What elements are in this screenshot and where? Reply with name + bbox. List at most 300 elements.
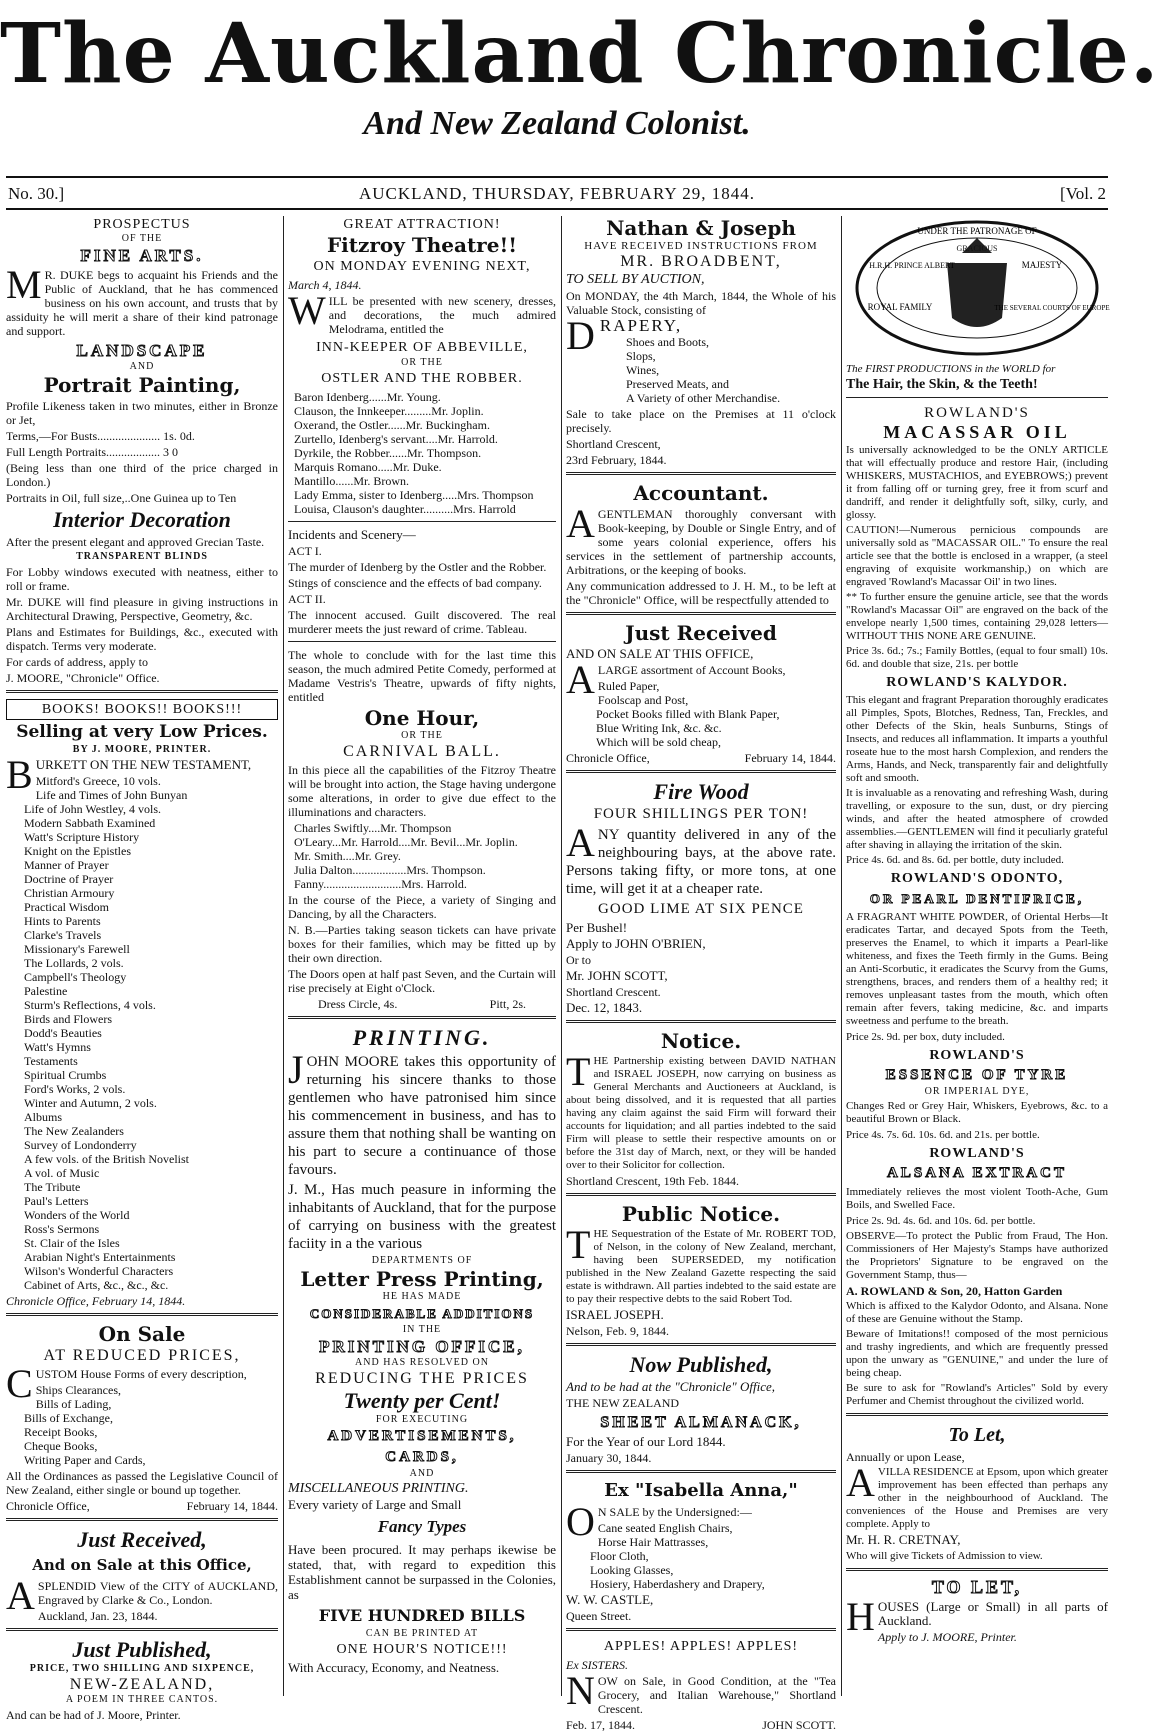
- communication-text: Any communication addressed to J. H. M., to be left at the "Chronicle" Office, will be respectfully attended to: [566, 579, 836, 607]
- book-item: Mitford's Greece, 10 vols.: [35, 774, 161, 788]
- book-item: Manner of Prayer: [24, 858, 109, 872]
- fine-arts-heading: FINE ARTS.: [80, 246, 204, 265]
- almanack-ad: [566, 1352, 836, 1465]
- section-divider: [6, 1628, 278, 1631]
- book-item: Modern Sabbath Examined: [24, 816, 156, 830]
- book-item: Life of John Westley, 4 vols.: [24, 802, 162, 816]
- cast-member: Baron Idenberg......Mr. Young.: [294, 390, 441, 404]
- almanack-heading: SHEET ALMANACK,: [600, 1414, 802, 1431]
- moore-thanks: JOHN MOORE takes this opportunity of returning his sincere thanks to those gentlemen who have patronised him since his commencement in business, and has to assure them that nothing shall be wanting on his part to secure a continuance of those favours.: [288, 1047, 556, 1178]
- alsana-text: Immediately relieves the most violent Tooth-Ache, Gum Boils, and Swelled Face.: [846, 1186, 1108, 1211]
- kalydor-text-2: It is invaluable as a renovating and refreshing Wash, during travelling, or exposure to the sun, dust, or dry piercing winds, and after the heated atmosphere of crowded assemblies.—GENTLEMEN will find it peculiarly grateful after shaving in allaying the irritation of the skin.: [846, 787, 1108, 851]
- just-received-heading-2: Just Received: [625, 621, 777, 645]
- gentleman-text: AGENTLEMAN thoroughly conversant with Book-keeping, by Double or Single Entry, and of some years colonial experience, offers his services in the settlement of partnership accounts, Arbitrations, or the keeping of books.: [566, 501, 836, 577]
- he-has-label: HE HAS MADE: [382, 1291, 462, 1302]
- instruction-text: Mr. DUKE will find pleasure in giving instructions in Architectural Drawing, Perspective, Geometry, &c.: [6, 595, 278, 623]
- twenty-percent: Twenty per Cent!: [343, 1388, 501, 1413]
- israel-joseph: ISRAEL JOSEPH.: [566, 1307, 664, 1322]
- carnival-heading: CARNIVAL BALL.: [343, 743, 501, 760]
- whole-text: The whole to conclude with for the last time this season, the much admired Petite Comedy, performed at Madame Vestris's Theatre, upwards of fifty nights, entitled: [288, 648, 556, 704]
- rowlands-label-3: ROWLAND'S: [929, 1146, 1025, 1161]
- drapery-item: A Variety of other Merchandise.: [626, 391, 781, 405]
- now-on-sale-text: NOW on Sale, in Good Condition, at the "Tea Grocery, and Italian Warehouse," Shortland Crescent.: [566, 1668, 836, 1716]
- column-divider: [561, 216, 562, 1696]
- seal-prince: H.R.H. PRINCE ALBERT: [869, 261, 955, 270]
- seal-gracious: GRACIOUS: [956, 244, 998, 253]
- custom-form-item: Receipt Books,: [24, 1425, 98, 1439]
- further-text: ** To further ensure the genuine article, see that the words "Rowland's Macassar Oil" are engraved on the back of the envelope nearly 1,500 times, containing 29,028 letters—WITHOUT THIS NONE ARE GENUINE.: [846, 591, 1108, 642]
- book-item: Doctrine of Prayer: [24, 872, 114, 886]
- book-item: Sturm's Reflections, 4 vols.: [24, 998, 156, 1012]
- cretnay-name: Mr. H. R. CRETNAY,: [846, 1532, 961, 1547]
- stationery-item: Pocket Books filled with Blank Paper,: [596, 707, 780, 721]
- stationery-list: [596, 679, 836, 749]
- on-sale-footer-right: February 14, 1844.: [186, 1499, 278, 1513]
- procured-text: Have been procured. It may perhaps ikewise be stated, that, with regard to expedition this Establishment cannot be surpassed in the Colonies, as: [288, 1542, 556, 1602]
- custom-form-item: Bills of Exchange,: [24, 1411, 113, 1425]
- blinds-heading: TRANSPARENT BLINDS: [76, 551, 208, 562]
- shortland-feb19: Shortland Crescent, 19th Feb. 1844.: [566, 1174, 739, 1188]
- nelson-date: Nelson, Feb. 9, 1844.: [566, 1324, 669, 1338]
- royal-patronage-seal: [852, 218, 1110, 358]
- can-be-printed: CAN BE PRINTED AT: [365, 1628, 479, 1639]
- isabella-list: [590, 1521, 836, 1591]
- one-hour-notice: ONE HOUR'S NOTICE!!!: [336, 1642, 508, 1657]
- book-item: Palestine: [24, 984, 68, 998]
- dec12-date: Dec. 12, 1843.: [566, 1000, 643, 1015]
- john-scott-name: JOHN SCOTT.: [762, 1718, 836, 1732]
- rowlands-label-2: ROWLAND'S: [929, 1048, 1025, 1063]
- books-ad: [6, 699, 278, 1308]
- houses-text: HOUSES (Large or Small) in all parts of Auckland.: [846, 1594, 1108, 1639]
- by-moore: BY J. MOORE, PRINTER.: [72, 744, 212, 755]
- theatre-ad: [288, 216, 556, 1011]
- act2-text: The innocent accused. Guilt discovered. The real murderer meets the just reward of crime. Tableau.: [288, 608, 556, 636]
- book-item: Wilson's Wonderful Characters: [24, 1264, 174, 1278]
- or-the-label-2: OR THE: [401, 730, 443, 741]
- cast-member: Fanny..........................Mrs. Harrold.: [294, 877, 467, 891]
- advertisements-heading: ADVERTISEMENTS,: [327, 1428, 517, 1444]
- just-received-heading: Just Received,: [77, 1527, 207, 1552]
- isabella-item: Horse Hair Mattrasses,: [597, 1535, 709, 1549]
- cast-member: Dyrkile, the Robber......Mr. Thompson.: [294, 446, 482, 460]
- chronicle-office-label: Chronicle Office,: [566, 751, 650, 765]
- custom-forms-list: [24, 1383, 278, 1467]
- on-monday-text: On MONDAY, the 4th March, 1844, the Whole of his Valuable Stock, consisting of: [566, 289, 836, 317]
- seal-under: UNDER THE PATRONAGE OF: [917, 226, 1037, 236]
- annually-label: Annually or upon Lease,: [846, 1450, 965, 1464]
- for-year: For the Year of our Lord 1844.: [566, 1434, 726, 1449]
- alsana-heading: ALSANA EXTRACT: [887, 1165, 1067, 1181]
- section-divider: [566, 1020, 836, 1023]
- custom-form-item: Cheque Books,: [24, 1439, 98, 1453]
- imperial-dye: OR IMPERIAL DYE,: [924, 1086, 1030, 1097]
- to-sell-heading: TO SELL BY AUCTION,: [566, 272, 705, 287]
- book-item: Life and Times of John Bunyan: [35, 788, 188, 802]
- volume-number: [Vol. 2: [1060, 184, 1106, 203]
- one-hour-heading: One Hour,: [364, 706, 480, 730]
- feb14-date: February 14, 1844.: [744, 751, 836, 765]
- isabella-item: Cane seated English Chairs,: [597, 1521, 733, 1535]
- view-text: ASPLENDID View of the CITY of AUCKLAND, Engraved by Clarke & Co., London.: [6, 1573, 278, 1618]
- cast-member: O'Leary...Mr. Harrold....Mr. Bevil...Mr. Joplin.: [294, 835, 518, 849]
- section-divider: [846, 1568, 1108, 1571]
- column-divider: [841, 216, 842, 1696]
- and-on-sale: AND ON SALE AT THIS OFFICE,: [566, 646, 754, 661]
- odonto-price: Price 2s. 9d. per box, duty included.: [846, 1031, 1005, 1043]
- drapery-item: Shoes and Boots,: [626, 335, 710, 349]
- custom-form-item: Ships Clearances,: [35, 1383, 121, 1397]
- reduced-heading: AT REDUCED PRICES,: [43, 1347, 241, 1364]
- masthead: [0, 6, 1159, 144]
- accountant-heading: Accountant.: [633, 481, 769, 505]
- books-footer: Chronicle Office, February 14, 1844.: [6, 1294, 186, 1308]
- nathan-heading: Nathan & Joseph: [606, 216, 796, 240]
- book-item: Wonders of the World: [24, 1208, 130, 1222]
- book-item: Practical Wisdom: [24, 900, 109, 914]
- for-executing: FOR EXECUTING: [375, 1414, 469, 1425]
- fitzroy-heading: Fitzroy Theatre!!: [326, 233, 518, 257]
- section-divider: [566, 1628, 836, 1631]
- book-item: The Tribute: [24, 1180, 81, 1194]
- affixed-text: Which is affixed to the Kalydor Odonto, and Alsana. None of these are Genuine without the Stamp.: [846, 1300, 1108, 1325]
- book-item: Ross's Sermons: [24, 1222, 100, 1236]
- book-item: Missionary's Farewell: [24, 942, 130, 956]
- four-shillings: FOUR SHILLINGS PER TON!: [593, 806, 809, 822]
- apples-ad: [566, 1637, 836, 1732]
- section-divider: [6, 690, 278, 693]
- cast-member: Oxerand, the Ostler......Mr. Buckingham.: [294, 418, 490, 432]
- nb-text: N. B.—Parties taking season tickets can have private boxes for their families, which may be fitted up by their own direction.: [288, 923, 556, 965]
- ordinances-text: All the Ordinances as passed the Legislative Council of New Zealand, either single or bound up together.: [6, 1469, 278, 1497]
- jm-text: J. M., Has much peasure in informing the inhabitants of Auckland, that for the purpose of carrying on business with the greatest faciity in a the various: [288, 1182, 556, 1252]
- newspaper-subtitle: And New Zealand Colonist.: [363, 105, 751, 142]
- book-item: Clarke's Travels: [24, 928, 102, 942]
- cast-member: Zurtello, Idenberg's servant....Mr. Harrold.: [294, 432, 498, 446]
- act1-text: The murder of Idenberg by the Ostler and the Robber.: [288, 560, 547, 574]
- stationery-item: Foolscap and Post,: [597, 693, 689, 707]
- additions-heading: CONSIDERABLE ADDITIONS: [309, 1306, 535, 1321]
- feb17-date: Feb. 17, 1844.: [566, 1718, 635, 1732]
- partnership-notice: [566, 1029, 836, 1188]
- account-books: ALARGE assortment of Account Books,: [566, 657, 786, 702]
- will-text: WILL be presented with new scenery, dresses, and decorations, the much admired Melodrama, entitled the: [288, 288, 556, 336]
- fire-wood-heading: Fire Wood: [653, 779, 749, 804]
- fancy-types: Fancy Types: [377, 1517, 467, 1536]
- plans-text: Plans and Estimates for Buildings, &c., executed with dispatch. Terms very moderate.: [6, 625, 278, 653]
- section-divider: [288, 1016, 556, 1019]
- section-divider: [566, 770, 836, 773]
- essence-heading: ESSENCE OF TYRE: [885, 1067, 1069, 1083]
- book-item: Hints to Parents: [24, 914, 101, 928]
- book-item: Spiritual Crumbs: [24, 1068, 107, 1082]
- on-sale-footer-left: Chronicle Office,: [6, 1499, 90, 1513]
- isabella-item: Looking Glasses,: [590, 1563, 674, 1577]
- or-to-label: Or to: [566, 953, 591, 967]
- book-item: Watt's Scripture History: [24, 830, 140, 844]
- villa-text: AVILLA RESIDENCE at Epsom, upon which greater improvement has been effected than perhaps any other in the neighbourhood of Auckland. The conveniences of the House and Premises are very complete. Apply to: [846, 1460, 1108, 1530]
- seal-majesty: MAJESTY: [1021, 260, 1063, 270]
- book-item: A vol. of Music: [24, 1166, 100, 1180]
- stationery-item: Which will be sold cheap,: [596, 735, 721, 749]
- odonto-heading: ROWLAND'S ODONTO,: [890, 871, 1064, 886]
- cast-list-2: [294, 821, 556, 891]
- cast-member: Lady Emma, sister to Idenberg.....Mrs. Thompson: [294, 488, 534, 502]
- pitt-price: Pitt, 2s.: [489, 997, 526, 1011]
- in-the-label: IN THE: [402, 1324, 442, 1335]
- castle-name: W. W. CASTLE,: [566, 1592, 654, 1607]
- book-item: The New Zealanders: [24, 1124, 124, 1138]
- stationery-ad: [566, 621, 836, 765]
- duke-intro: MR. DUKE begs to acquaint his Friends and the Public of Auckland, that he has commenced business on his own account, and trusts that by assiduity he will merit a share of their kind patronage and support.: [6, 262, 278, 338]
- or-the-label: OR THE: [401, 357, 443, 368]
- place-date: AUCKLAND, THURSDAY, FEBRUARY 29, 1844.: [358, 184, 755, 203]
- terms-full: Full Length Portraits.................. 3 0: [6, 445, 178, 459]
- and-label: AND: [129, 361, 155, 372]
- doors-text: The Doors open at half past Seven, and the Curtain will rise precisely at Eight o'Clock.: [288, 967, 556, 995]
- cast-member: Clauson, the Innkeeper.........Mr. Joplin.: [294, 404, 484, 418]
- to-let-heading: To Let,: [948, 1424, 1006, 1446]
- book-item: Watt's Hymns: [24, 1040, 91, 1054]
- apply-obrien: Apply to JOHN O'BRIEN,: [566, 936, 706, 951]
- seal-royal: ROYAL FAMILY: [867, 302, 933, 312]
- villa-ad: [846, 1422, 1108, 1563]
- cast-member: Marquis Romano.....Mr. Duke.: [294, 460, 442, 474]
- reducing-heading: REDUCING THE PRICES: [315, 1370, 529, 1387]
- drapery-list: [626, 335, 836, 405]
- selling-heading: Selling at very Low Prices.: [16, 722, 268, 742]
- broadbent-name: MR. BROADBENT,: [620, 253, 782, 270]
- tickets-text: Who will give Tickets of Admission to view.: [846, 1550, 1043, 1562]
- book-item: Campbell's Theology: [24, 970, 127, 984]
- kalydor-heading: ROWLAND'S KALYDOR.: [886, 675, 1068, 690]
- observe-text: OBSERVE—To protect the Public from Fraud, The Hon. Commissioners of Her Majesty's Stamps have authorized the Proprietors' Signature to be engraved on the Government Stamp, thus—: [846, 1230, 1108, 1281]
- scott-name: Mr. JOHN SCOTT,: [566, 968, 668, 983]
- every-variety: Every variety of Large and Small: [288, 1497, 462, 1512]
- cast-member: Louisa, Clauson's daughter..........Mrs. Harrold: [294, 502, 516, 516]
- the-nz-label: THE NEW ZEALAND: [566, 1396, 680, 1410]
- poem-cantos: A POEM IN THREE CANTOS.: [65, 1694, 219, 1705]
- jan30-date: January 30, 1844.: [566, 1451, 652, 1465]
- section-divider: [566, 1470, 836, 1473]
- column-4: [846, 216, 1108, 1696]
- price-note: (Being less than one third of the price charged in London.): [6, 461, 278, 489]
- piece-text: In this piece all the capabilities of the Fitzroy Theatre will be brought into action, the Stage having undergone some alterations, in order to give due effect to the illuminations and characters.: [288, 763, 556, 819]
- beware-text: Beware of Imitations!! composed of the most pernicious and trashy ingredients, and which are frequently pressed upon the unwary as "GENUINE," and under the lure of being cheap.: [846, 1328, 1108, 1379]
- drapery-item: Preserved Meats, and: [626, 377, 729, 391]
- incidents-heading: Incidents and Scenery—: [288, 527, 416, 542]
- hair-skin-teeth: The Hair, the Skin, & the Teeth!: [846, 377, 1038, 392]
- view-of-auckland-ad: [6, 1527, 278, 1623]
- books-heading: BOOKS! BOOKS!! BOOKS!!!: [6, 699, 278, 720]
- drapery-item: Wines,: [626, 363, 660, 377]
- printing-office-heading: PRINTING OFFICE,: [319, 1337, 525, 1356]
- cards-heading: CARDS,: [385, 1449, 459, 1465]
- custom-forms: CUSTOM House Forms of every description,: [6, 1361, 247, 1406]
- section-divider: [6, 1313, 278, 1316]
- seal-several: THE SEVERAL COURTS OF EUROPE: [994, 304, 1110, 312]
- book-list: [24, 774, 278, 1292]
- macassar-text: Is universally acknowledged to be the ONLY ARTICLE that will effectually produce and restore Hair, (including WHISKERS, MUSTACHIOS, and EYEBROWS;) prevent it from falling off or turning grey, free it from scurf and dandriff, and render it delightfully soft, silky, curly, and glossy.: [846, 444, 1108, 521]
- isabella-ad: [566, 1479, 836, 1623]
- isabella-heading: Ex "Isabella Anna,": [604, 1480, 798, 1501]
- profile-text: Profile Likeness taken in two minutes, either in Bronze or Jet,: [6, 399, 278, 427]
- nz-heading: NEW-ZEALAND,: [69, 1676, 215, 1693]
- on-sale-ad: [6, 1322, 278, 1513]
- cards-text: For cards of address, apply to: [6, 655, 148, 669]
- and-label-2: AND: [409, 1468, 435, 1479]
- burkett-title: BURKETT ON THE NEW TESTAMENT,: [6, 752, 252, 797]
- grecian-text: After the present elegant and approved Grecian Taste.: [6, 535, 265, 549]
- book-item: Survey of Londonderry: [24, 1138, 137, 1152]
- pearl-heading: OR PEARL DENTIFRICE,: [869, 891, 1085, 906]
- book-item: Christian Armoury: [24, 886, 115, 900]
- shortland-crescent: Shortland Crescent.: [566, 985, 661, 999]
- dateline-rule: [6, 208, 1108, 210]
- accountant-ad: [566, 481, 836, 607]
- book-item: Testaments: [24, 1054, 78, 1068]
- partnership-text: THE Partnership existing between DAVID NATHAN and ISRAEL JOSEPH, now carrying on business as General Merchants and Auctioneers at Auckland, is about being dissolved, and it is requested that all parties having any claim against the said Firm will forward their accounts for liquidation; and all parties indebted to the said Firm will please to settle their respective amounts on or before the 31st day of March, next, or they will be handed over to their Solicitor for collection.: [566, 1049, 836, 1171]
- on-sale-undersigned: ON SALE by the Undersigned:—: [566, 1499, 752, 1544]
- drapery-item: Slops,: [626, 349, 656, 363]
- printing-ad: [288, 1025, 556, 1675]
- portrait-heading: Portrait Painting,: [43, 373, 241, 397]
- cast-list: [294, 390, 556, 516]
- lobby-text: For Lobby windows executed with neatness, either to roll or frame.: [6, 565, 278, 593]
- to-let-heading-2: TO LET,: [931, 1577, 1023, 1597]
- first-productions: The FIRST PRODUCTIONS in the WORLD for: [846, 363, 1056, 375]
- rule: [846, 397, 1108, 398]
- dress-circle-price: Dress Circle, 4s.: [318, 997, 398, 1011]
- macassar-heading: MACASSAR OIL: [883, 422, 1071, 442]
- per-bushel: Per Bushel!: [566, 920, 628, 935]
- isabella-item: Hosiery, Haberdashery and Drapery,: [590, 1577, 765, 1591]
- book-item: Winter and Autumn, 2 vols.: [24, 1096, 157, 1110]
- instructions-label: HAVE RECEIVED INSTRUCTIONS FROM: [584, 240, 818, 252]
- dateline: [8, 182, 1106, 206]
- issue-number: No. 30.]: [8, 184, 65, 203]
- custom-form-item: Bills of Lading,: [35, 1397, 112, 1411]
- accuracy-text: With Accuracy, Economy, and Neatness.: [288, 1660, 500, 1675]
- book-item: Knight on the Epistles: [24, 844, 131, 858]
- portraits-oil: Portraits in Oil, full size,..One Guinea up to Ten: [6, 491, 237, 505]
- to-be-had: And to be had at the "Chronicle" Office,: [566, 1379, 776, 1394]
- odonto-text: A FRAGRANT WHITE POWDER, of Oriental Herbs—It eradicates Tartar, and decayed Spots from the Teeth, preserves the Enamel, to which it imparts a Pearl-like whiteness, and fixes the Teeth firmly in the Gums. Being an Anti-Scorbutic, it eradicates the Scurvy from the Gums, strengthens, braces, and renders them of a healthy red; it removes unpleasant tastes from the mouth, which often remain after fevers, taking medicine, &c. and imparts sweetness and perfume to the breath.: [846, 911, 1108, 1027]
- alsana-price: Price 2s. 9d. 4s. 6d. and 10s. 6d. per bottle.: [846, 1215, 1036, 1227]
- apples-heading: APPLES! APPLES! APPLES!: [603, 1639, 799, 1654]
- ostler-heading: OSTLER AND THE ROBBER.: [321, 371, 523, 386]
- cast-member: Mantillo......Mr. Brown.: [294, 474, 410, 488]
- essence-price: Price 4s. 7s. 6d. 10s. 6d. and 21s. per bottle.: [846, 1129, 1040, 1141]
- departments-label: DEPARTMENTS OF: [371, 1255, 473, 1266]
- column-2: [288, 216, 556, 1696]
- on-sale-heading: On Sale: [98, 1322, 186, 1346]
- caution-text: CAUTION!—Numerous pernicious compounds are universally sold as "MACASSAR OIL." To ensure the real article see that the bottle is enclosed in a wrapper, (a steel engraving of exquisite workmanship,) on which are engraved 'Rowland's Macassar Oil' in two lines.: [846, 524, 1108, 588]
- section-divider: [566, 472, 836, 475]
- section-divider: [566, 612, 836, 615]
- notice-heading: Notice.: [660, 1029, 742, 1053]
- section-divider: [846, 1413, 1108, 1416]
- act2-heading: ACT II.: [288, 592, 326, 606]
- book-item: Dodd's Beauties: [24, 1026, 102, 1040]
- column-1: [6, 216, 278, 1722]
- office-signature: J. MOORE, "Chronicle" Office.: [6, 671, 160, 685]
- houses-ad: [846, 1577, 1108, 1644]
- course-text: In the course of the Piece, a variety of Singing and Dancing, by all the Characters.: [288, 893, 556, 921]
- cast-member: Mr. Smith....Mr. Grey.: [294, 849, 401, 863]
- prospectus-heading: PROSPECTUS: [93, 217, 191, 232]
- rowland-signature: A. ROWLAND & Son, 20, Hatton Garden: [846, 1284, 1063, 1298]
- act1-heading: ACT I.: [288, 544, 322, 558]
- book-item: Arabian Night's Entertainments: [24, 1250, 176, 1264]
- section-divider: [566, 1343, 836, 1346]
- rule: [288, 641, 556, 642]
- sequestration-text: THE Sequestration of the Estate of Mr. ROBERT TOD, of Nelson, in the colony of New Zealand, merchant, having been SUPERSEDED, my notification published in the New Zealand Gazette respecting the said estate is withdrawn. All parties indebted to the said estate are to pay their respective debts to the said Robert Tod.: [566, 1222, 836, 1305]
- march-date: March 4, 1844.: [288, 278, 362, 292]
- book-item: Paul's Letters: [24, 1194, 89, 1208]
- on-sale-office: And on Sale at this Office,: [32, 1556, 252, 1574]
- isabella-item: Floor Cloth,: [590, 1549, 649, 1563]
- stings-text: Stings of conscience and the effects of bad company.: [288, 576, 542, 590]
- column-divider: [283, 216, 284, 1696]
- stationery-item: Blue Writing Ink, &c. &c.: [596, 721, 722, 735]
- book-item: St. Clair of the Isles: [24, 1236, 120, 1250]
- landscape-heading: LANDSCAPE: [76, 341, 208, 360]
- fire-wood-ad: [566, 779, 836, 1015]
- section-divider: [6, 1518, 278, 1521]
- rule: [288, 521, 556, 522]
- great-attraction: GREAT ATTRACTION!: [343, 217, 501, 232]
- newspaper-title: The Auckland Chronicle.: [0, 6, 1159, 102]
- drapery-heading: DRAPERY,: [566, 313, 683, 358]
- poem-ad: [6, 1637, 278, 1722]
- terms-busts: Terms,—For Busts..................... 1s. 0d.: [6, 429, 195, 443]
- feb23-date: 23rd February, 1844.: [566, 453, 667, 467]
- view-footer: Auckland, Jan. 23, 1844.: [37, 1609, 158, 1623]
- section-divider: [566, 1193, 836, 1196]
- book-item: A few vols. of the British Novelist: [24, 1152, 189, 1166]
- auction-ad: [566, 216, 836, 467]
- column-3: [566, 216, 836, 1732]
- prospectus-ad: [6, 216, 278, 685]
- good-lime: GOOD LIME AT SIX PENCE: [598, 901, 804, 917]
- book-item: Cabinet of Arts, &c., &c., &c.: [24, 1278, 169, 1292]
- macassar-price: Price 3s. 6d.; 7s.; Family Bottles, (equal to four small) 10s. 6d. and double that size, 21s. per bottle: [846, 645, 1108, 670]
- book-item: Ford's Works, 2 vols.: [24, 1082, 126, 1096]
- top-rule: [6, 176, 1108, 178]
- five-hundred-bills: FIVE HUNDRED BILLS: [318, 1606, 526, 1625]
- queen-street: Queen Street.: [566, 1609, 632, 1623]
- book-item: Birds and Flowers: [24, 1012, 112, 1026]
- kalydor-price: Price 4s. 6d. and 8s. 6d. per bottle, duty included.: [846, 854, 1064, 866]
- cast-member: Julia Dalton..................Mrs. Thompson.: [294, 863, 486, 877]
- public-notice-heading: Public Notice.: [621, 1202, 781, 1226]
- printing-heading: PRINTING.: [352, 1025, 492, 1050]
- stationery-item: Ruled Paper,: [597, 679, 660, 693]
- poem-had: And can be had of J. Moore, Printer.: [6, 1708, 181, 1722]
- shortland-label: Shortland Crescent,: [566, 437, 661, 451]
- now-published-heading: Now Published,: [629, 1352, 773, 1377]
- public-notice: [566, 1202, 836, 1338]
- book-item: The Lollards, 2 vols.: [24, 956, 124, 970]
- rowlands-label-1: ROWLAND'S: [924, 405, 1030, 421]
- kalydor-text: This elegant and fragrant Preparation thoroughly eradicates all Pimples, Spots, Blotches, Redness, Tan, Freckles, and other Defects of the Skin, heals Sunburns, Stings of Insects, and reduces all inflammation. It imparts a youthful roseate hue to the most harsh Complexion, and renders the Arms, Hands, and Neck, transparently fair and delightfully soft and smooth.: [846, 694, 1108, 784]
- just-published-heading: Just Published,: [72, 1637, 212, 1662]
- cast-member: Charles Swiftly....Mr. Thompson: [294, 821, 452, 835]
- custom-form-item: Writing Paper and Cards,: [24, 1453, 146, 1467]
- innkeeper-heading: INN-KEEPER OF ABBEVILLE,: [316, 340, 528, 355]
- any-quantity-text: ANY quantity delivered in any of the neighbouring bays, at the above rate. Persons taking fifty, or more tons, at one time, will get it at a cheaper rate.: [566, 820, 836, 897]
